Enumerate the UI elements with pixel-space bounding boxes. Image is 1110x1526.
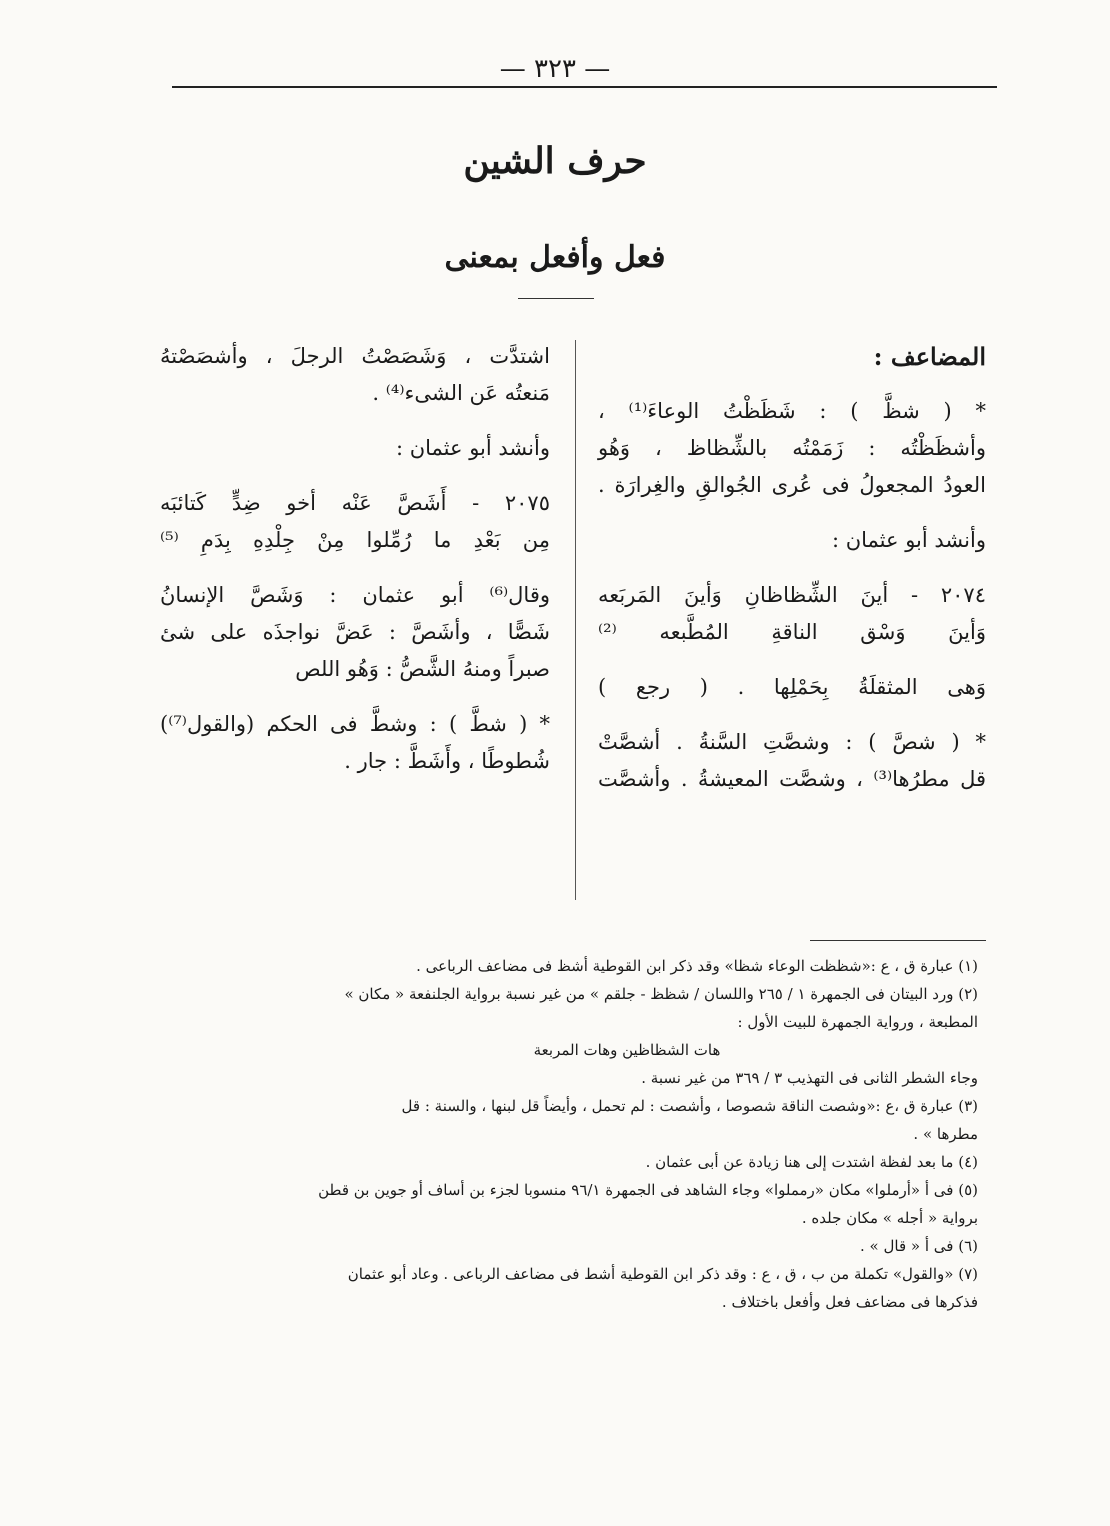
footnote-continuation: مطرها » . (913, 1125, 978, 1143)
column-line: * ( شظَّ ) : شَظَظْتُ الوعاءَ⁽¹⁾ ، (598, 399, 986, 423)
column-line: وأشظَظْتُه : زَمَمْتُه بالشِّظاظ ، وَهُو (598, 436, 986, 460)
footnote-continuation: فذكرها فى مضاعف فعل وأفعل باختلاف . (721, 1293, 978, 1311)
footnote-continuation: المطبعة ، ورواية الجمهرة للبيت الأول : (737, 1013, 978, 1031)
line-gap (598, 559, 986, 577)
footnote: (٤) ما بعد لفظة اشتدت إلى هنا زيادة عن أبى عثمان . (645, 1153, 978, 1171)
header-rule (172, 86, 997, 88)
line-gap (160, 559, 550, 577)
column-line: العودُ المجعولُ فى عُرى الجُوالقِ والغِرارَة . (598, 473, 986, 497)
verse-line: ٢٠٧٥ - أَشَصَّ عَنْه أخو ضِدٍّ كَتائبَه (160, 491, 550, 515)
column-line: شَصًّا ، وأشَصَّ : عَضَّ نواجذَه على شئ (160, 620, 550, 644)
verse-line: وَأينَ وَسْق الناقةِ المُطَّبعه ⁽²⁾ (598, 620, 986, 644)
footnotes (156, 952, 978, 1316)
right-column (598, 338, 986, 798)
column-line: صبراً ومنهُ الشَّصُّ : وَهُو اللص (295, 657, 550, 681)
verse-line: ٢٠٧٤ - أينَ الشِّظاظانِ وَأينَ المَربَعه (598, 583, 986, 607)
footnote-continuation: وجاء الشطر الثانى فى التهذيب ٣ / ٣٦٩ من غير نسبة . (641, 1069, 978, 1087)
section-title: فعل وأفعل بمعنى (444, 240, 666, 275)
column-divider (575, 340, 576, 900)
left-column (160, 338, 550, 780)
footnote-continuation: برواية « أجله » مكان جلده . (801, 1209, 978, 1227)
footnote: (٣) عبارة ق ،ع :«وشصت الناقة شصوصا ، وأشصت : لم تحمل ، وأيضاً قل لبنها ، والسنة : قل (401, 1097, 978, 1115)
column-line: وأنشد أبو عثمان : (831, 528, 986, 552)
footnote: (٦) فى أ « قال » . (860, 1237, 978, 1255)
footnote: (١) عبارة ق ، ع :«شظظت الوعاء شظا» وقد ذكر ابن القوطية أشظ فى مضاعف الرباعى . (416, 957, 978, 975)
footnote: (٧) «والقول» تكملة من ب ، ق ، ع : وقد ذكر ابن القوطية أشط فى مضاعف الرباعى . وعاد أبو عثمان (347, 1265, 978, 1283)
column-line: وقال⁽⁶⁾ أبو عثمان : وَشَصَّ الإنسانُ (160, 583, 550, 607)
footnote: (٥) فى أ «أرملوا» مكان «رمملوا» وجاء الشاهد فى الجمهرة ٩٦/١ منسوبا لجزء بن أساف أو جوين بن قطن (318, 1181, 978, 1199)
column-line: المضاعف : (873, 342, 986, 371)
title-divider (518, 298, 594, 299)
column-line: اشتدَّت ، وَشَصَصْتُ الرجلَ ، وأشصَصْتهُ (160, 344, 550, 368)
line-gap (160, 467, 550, 485)
column-line: * ( شطَّ ) : وشطَّ فى الحكم (والقول⁽⁷⁾) (160, 712, 550, 736)
line-gap (598, 375, 986, 393)
page-number: — ٣٢٣ — (499, 54, 611, 84)
column-line: مَنعتُه عَن الشىء⁽⁴⁾ . (372, 381, 550, 405)
line-gap (598, 651, 986, 669)
line-gap (598, 706, 986, 724)
line-gap (160, 688, 550, 706)
column-line: * ( شصَّ ) : وشصَّتِ السَّنةُ . أشصَّتْ (598, 730, 986, 754)
column-line: وَهى المثقلَةُ بِحَمْلِها . ( رجع ) (598, 675, 986, 699)
line-gap (598, 504, 986, 522)
verse-line: مِن بَعْدِ ما رُمِّلوا مِنْ جِلْدِهِ بِدَمِ ⁽⁵⁾ (160, 528, 550, 552)
column-line: قل مطرُها⁽³⁾ ، وشصَّت المعيشةُ . وأشصَّت (598, 767, 987, 791)
footnote: (٢) ورد البيتان فى الجمهرة ١ / ٢٦٥ واللسان / شظظ - جلقم » من غير نسبة برواية الجلنفعة « مكان » (344, 985, 978, 1003)
footnote-verse: هات الشظاظين وهات المربعة (533, 1041, 721, 1059)
footnote-rule (810, 940, 986, 941)
column-line: شُطوطًا ، وأَشَطَّ : جار . (344, 749, 550, 773)
column-line: وأنشد أبو عثمان : (395, 436, 550, 460)
chapter-title: حرف الشين (463, 140, 647, 182)
line-gap (160, 412, 550, 430)
